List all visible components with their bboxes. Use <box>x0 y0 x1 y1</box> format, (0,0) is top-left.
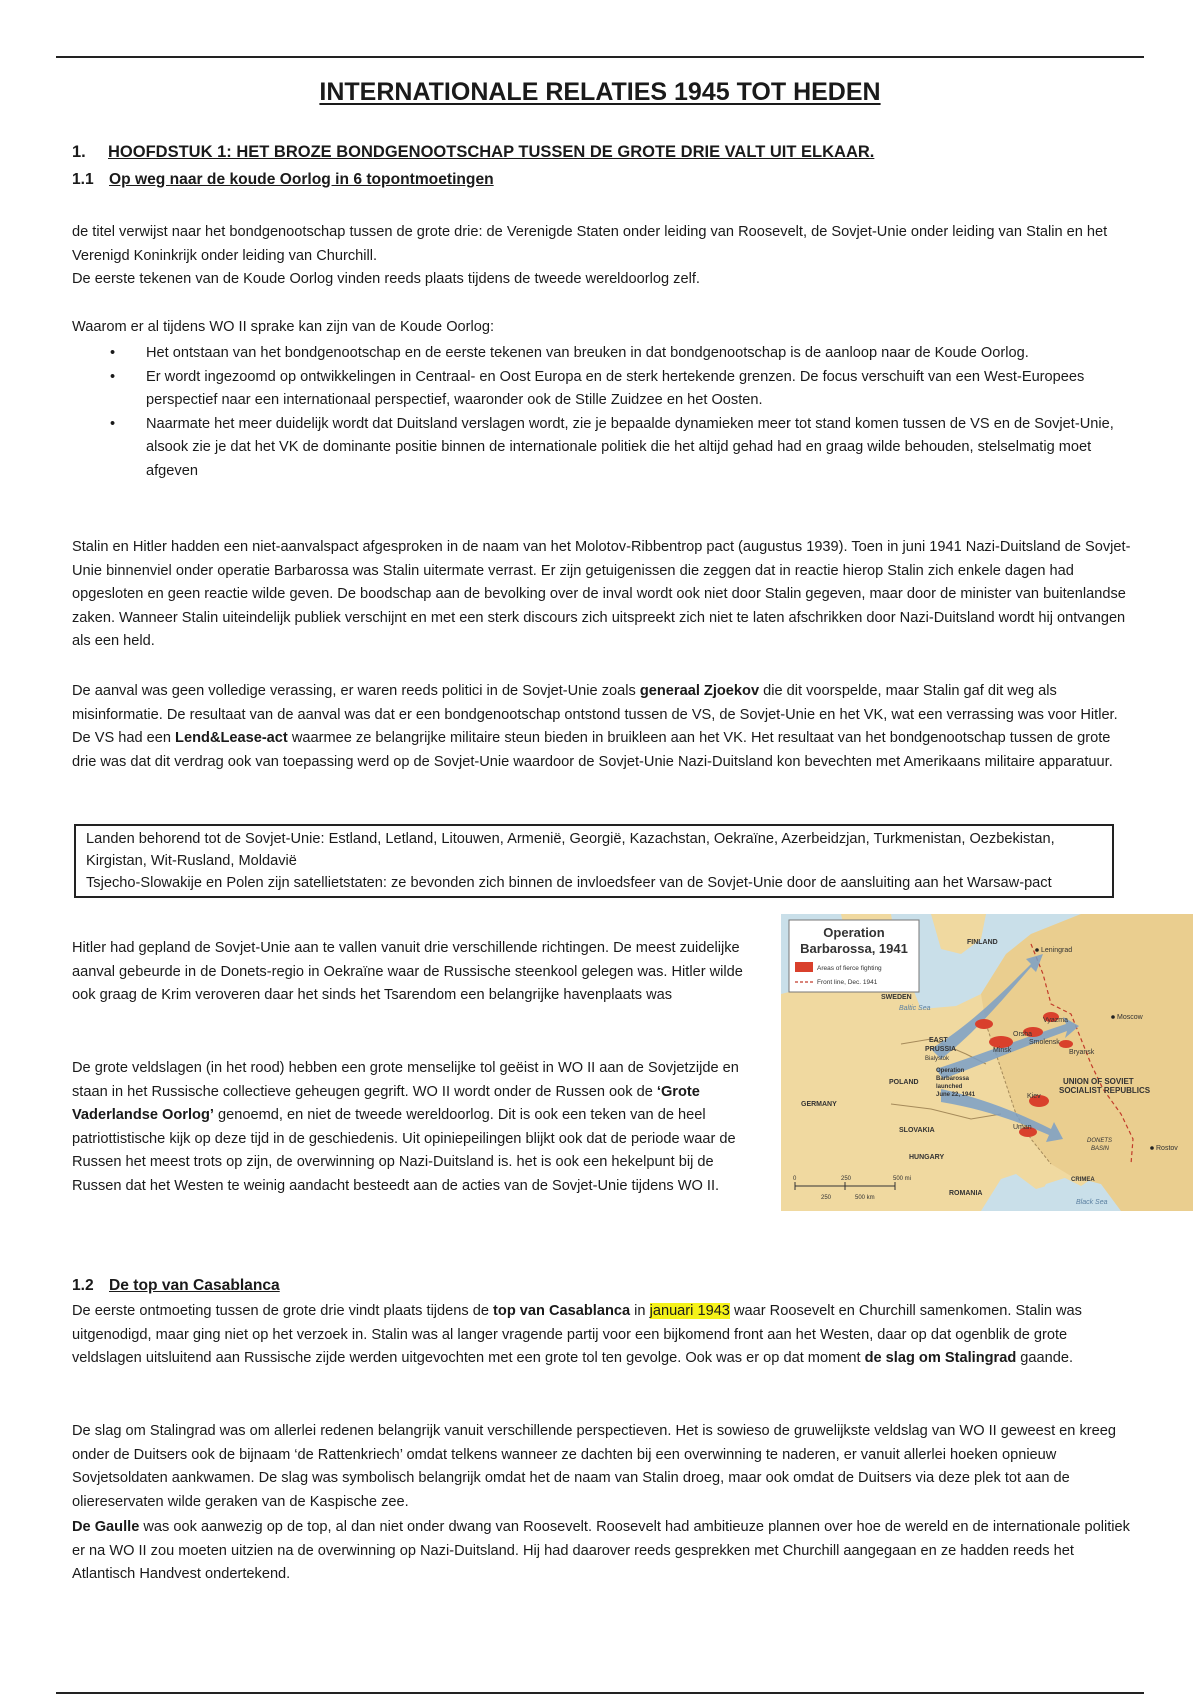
chapter-number: 1. <box>72 143 86 161</box>
section-heading-1-1 <box>72 171 494 189</box>
bold-term: ‘Grote Vaderlandse Oorlog’ <box>72 1083 700 1123</box>
bold-term: De Gaulle <box>72 1519 140 1535</box>
label-sweden: SWEDEN <box>881 994 912 1001</box>
map-svg <box>781 914 1193 1211</box>
label-donets-2: BASIN <box>1091 1146 1110 1152</box>
svg-text:250: 250 <box>841 1176 852 1182</box>
section-number: 1.1 <box>72 171 94 188</box>
highlighted-date: januari 1943 <box>649 1303 730 1319</box>
label-uman: Uman <box>1013 1124 1032 1131</box>
label-smolensk: Smolensk <box>1029 1039 1060 1046</box>
label-bialystok: Bialystok <box>925 1056 950 1062</box>
label-hungary: HUNGARY <box>909 1154 945 1161</box>
bold-term: top van Casablanca <box>493 1303 631 1319</box>
label-moscow: Moscow <box>1117 1014 1143 1021</box>
label-poland: POLAND <box>889 1079 919 1086</box>
label-finland: FINLAND <box>967 939 998 946</box>
svg-text:500 km: 500 km <box>855 1195 875 1201</box>
svg-text:500 mi: 500 mi <box>893 1176 912 1182</box>
bullet-dot: • <box>110 368 116 385</box>
chapter-title: HOOFDSTUK 1: HET BROZE BONDGENOOTSCHAP TUSSEN DE GROTE DRIE VALT UIT ELKAAR. <box>108 143 875 161</box>
chapter-heading <box>72 143 874 162</box>
top-rule <box>56 56 1144 58</box>
label-op-4: June 22, 1941 <box>936 1092 976 1098</box>
label-op-3: launched <box>936 1084 963 1090</box>
why-lead-text: Waarom er al tijdens WO II sprake kan zijn van de Koude Oorlog: <box>72 319 495 335</box>
label-germany: GERMANY <box>801 1101 837 1108</box>
list-item: • Het ontstaan van het bondgenootschap en de eerste tekenen van breuken in dat bondgenootschap is de aanloop naar de Koude Oorlog. <box>72 342 1132 366</box>
soviet-countries-box <box>74 824 1114 898</box>
label-east-prussia-2: PRUSSIA <box>925 1046 957 1053</box>
label-donets-1: DONETS <box>1087 1138 1113 1144</box>
label-orsha: Orsha <box>1013 1031 1033 1038</box>
list-item: • Naarmate het meer duidelijk wordt dat Duitsland verslagen wordt, zie je bepaalde dynamieken meer tot stand komen tussen de VS en de Sovjet-Unie, alsook zie je dat het VK de dominante positie binnen de internationale politiek die het altijd gehad had en graag wilde behouden, stelselmatig moet afgeven <box>72 413 1132 484</box>
bullet-dot: • <box>110 415 116 432</box>
why-bullet-list <box>72 342 1132 483</box>
intro-line-1: de titel verwijst naar het bondgenootschap tussen de grote drie: de Verenigde Staten onder leiding van Roosevelt, de Sovjet-Unie onder leiding van Stalin en het Verenigd Koninkrijk onder leiding van Churchill. <box>72 224 1108 264</box>
label-crimea: CRIMEA <box>1071 1177 1095 1183</box>
legend-front: Front line, Dec. 1941 <box>817 979 878 986</box>
bold-term: de slag om Stalingrad <box>864 1350 1017 1366</box>
label-baltic: Baltic Sea <box>899 1005 931 1012</box>
section-title: De top van Casablanca <box>109 1277 280 1294</box>
label-bryansk: Bryansk <box>1069 1049 1095 1056</box>
label-kiev: Kiev <box>1027 1093 1041 1100</box>
map-title-1: Operation <box>823 925 885 940</box>
bottom-rule <box>56 1692 1144 1694</box>
box-line-2: Tsjecho-Slowakije en Polen zijn satellietstaten: ze bevonden zich binnen de invloedsfeer van de Sovjet-Unie door de aansluiting aan het Warsaw-pact <box>86 875 1052 891</box>
stalingrad-paragraph: De slag om Stalingrad was om allerlei redenen belangrijk vanuit verschillende perspectieven. Het is sowieso de gruwelijkste veldslag van WO II geweest en kreeg onder de Duitsers ook de bijnaam ‘de Rattenkriech’ omdat telkens wanneer ze dachten bij een overwinning te naderen, er vanuit allerlei hoeken opnieuw Sovjetsoldaten aankwamen. De slag was symbolisch belangrijk omdat het de naam van Stalin droeg, maar ook omdat de Duitsers via deze plek tot aan de oliereservaten wilde geraken van de Kaspische zee. <box>72 1423 1116 1510</box>
svg-text:250: 250 <box>821 1195 832 1201</box>
battles-paragraph: De grote veldslagen (in het rood) hebben een grote menselijke tol geëist in WO II aan de Sovjetzijde en staan in het Russische collectieve geheugen gegrift. WO II wordt onder de Russen ook de ‘Grote Vaderlandse Oorlog’ genoemd, en niet de tweede wereldoorlog. Dit is ook een teken van de heel patriottistische kijk op deze tijd in de geschiedenis. Uit opiniepeilingen blijkt ook dat de periode waar de Russen het meest trots op zijn, de overwinning op Nazi-Duitsland is. het is ook een hekelpunt bij de Russen dat het Westen te weinig aandacht besteedt aan de acties van de Sovjet-Unie tijdens WO II. <box>72 1060 739 1194</box>
section-title: Op weg naar de koude Oorlog in 6 topontmoetingen <box>109 171 494 188</box>
label-op-1: Operation <box>936 1068 965 1074</box>
casablanca-paragraph: De eerste ontmoeting tussen de grote drie vindt plaats tijdens de top van Casablanca in januari 1943 waar Roosevelt en Churchill samenkomen. Stalin was uitgenodigd, maar ging niet op het verzoek in. Stalin was al langer vragende partij voor een bijkomend front aan het Westen, daar op dat ogenblik de grote veldslagen uitsluitend aan Russische zijde werden uitgevochten met een grote tol ten gevolge. Ook was er op dat moment de slag om Stalingrad gaande. <box>72 1303 1082 1366</box>
label-romania: ROMANIA <box>949 1190 983 1197</box>
label-leningrad: Leningrad <box>1041 947 1073 954</box>
label-ussr-2: SOCIALIST REPUBLICS <box>1059 1086 1151 1095</box>
attack-paragraph: De aanval was geen volledige verassing, er waren reeds politici in de Sovjet-Unie zoals generaal Zjoekov die dit voorspelde, maar Stalin gaf dit weg als misinformatie. De resultaat van de aanval was dat er een bondgenootschap ontstond tussen de VS, de Sovjet-Unie en het VK, wat een verrassing was voor Hitler. De VS had een Lend&Lease-act waarmee ze belangrijke militaire steun bieden in bruikleen aan het VK. Het resultaat van het bondgenootschap tussen de grote drie was dat dit verdrag ook van toepassing werd op de Sovjet-Unie waardoor de Sovjet-Unie Nazi-Duitsland kon bevechten met Amerikaans militaire apparatuur. <box>72 683 1118 770</box>
label-east-prussia-1: EAST <box>929 1037 948 1044</box>
label-ussr-1: UNION OF SOVIET <box>1063 1077 1134 1086</box>
box-line-1: Landen behorend tot de Sovjet-Unie: Estland, Letland, Litouwen, Armenië, Georgië, Kazachstan, Oekraïne, Azerbeidzjan, Turkmenistan, Oezbekistan, Kirgistan, Wit-Rusland, Moldavië <box>86 831 1055 869</box>
bullet-dot: • <box>110 345 116 361</box>
barbarossa-map <box>781 914 1193 1211</box>
bold-term: Lend&Lease-act <box>175 730 288 746</box>
degaulle-paragraph: De Gaulle was ook aanwezig op de top, al dan niet onder dwang van Roosevelt. Roosevelt had ambitieuze plannen over hoe de wereld en de internationale politiek er na WO II zou moeten uitzien na de overwinning op Nazi-Duitsland. Hij had daarover reeds gesprekken met Churchill aangegaan en ze hadden reeds het Atlantisch Handvest ondertekend. <box>72 1519 1130 1582</box>
label-op-2: Barbarossa <box>936 1076 970 1082</box>
stalin-paragraph: Stalin en Hitler hadden een niet-aanvalspact afgesproken in de naam van het Molotov-Ribbentrop pact (augustus 1939). Toen in juni 1941 Nazi-Duitsland de Sovjet-Unie binnenviel onder operatie Barbarossa was Stalin uitermate verrast. Er zijn getuigenissen die zeggen dat in reactie hierop Stalin zich enkele dagen had opgesloten en geen reactie wilde geven. De boodschap aan de bevolking over de inval wordt ook niet door Stalin gegeven, maar door de minister van buitenlandse zaken. Wanneer Stalin uiteindelijk publiek verschijnt en met een sterk discours zich uitspreekt zich niet te laten afschrikken door Nazi-Duitsland wordt hij ontvangen als een held. <box>72 539 1131 649</box>
label-minsk: Minsk <box>993 1047 1012 1054</box>
bold-term: generaal Zjoekov <box>639 683 760 699</box>
hitler-paragraph: Hitler had gepland de Sovjet-Unie aan te vallen vanuit drie verschillende richtingen. De meest zuidelijke aanval gebeurde in de Donets-regio in Oekraïne waar de Russische steenkool gelegen was. Hitler wilde ook graag de Krim veroveren daar het sinds het Tsarendom een belangrijke havenplaats was <box>72 940 743 1003</box>
intro-line-2: De eerste tekenen van de Koude Oorlog vinden reeds plaats tijdens de tweede wereldoorlog zelf. <box>72 271 700 287</box>
label-vyazma: Vyazma <box>1043 1017 1069 1024</box>
map-title-2: Barbarossa, 1941 <box>800 941 908 956</box>
document-title: INTERNATIONALE RELATIES 1945 TOT HEDEN <box>319 78 881 106</box>
legend-fighting: Areas of fierce fighting <box>817 965 882 972</box>
label-slovakia: SLOVAKIA <box>899 1127 935 1134</box>
svg-text:0: 0 <box>793 1176 797 1182</box>
section-heading-1-2 <box>72 1277 280 1295</box>
label-black-sea: Black Sea <box>1076 1199 1108 1206</box>
section-number: 1.2 <box>72 1277 94 1294</box>
intro-paragraph <box>72 221 1132 292</box>
list-item: • Er wordt ingezoomd op ontwikkelingen in Centraal- en Oost Europa en de sterk hertekende grenzen. De focus verschuift van een West-Europees perspectief naar een internationaal perspectief, waaronder ook de Stille Zuidzee en het Oosten. <box>72 366 1132 413</box>
label-rostov: Rostov <box>1156 1145 1178 1152</box>
